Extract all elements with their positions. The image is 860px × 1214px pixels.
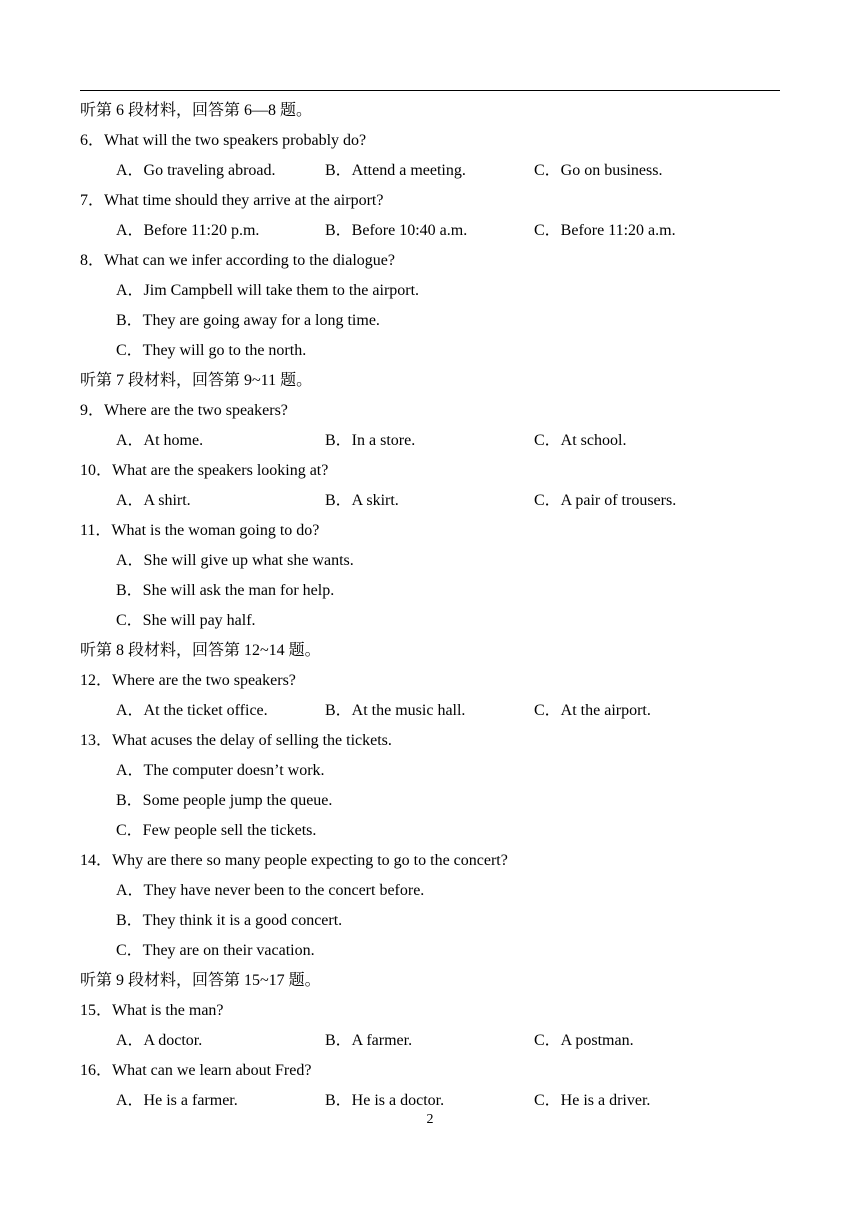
answer-option: B．She will ask the man for help.	[116, 582, 335, 599]
answer-option: A．Go traveling abroad.	[116, 162, 276, 179]
answer-option: A．At home.	[116, 432, 204, 449]
question-list	[80, 96, 780, 1116]
question-stem: 9．Where are the two speakers?	[80, 402, 288, 419]
question-stem: 15．What is the man?	[80, 1002, 224, 1019]
section-header: 听第 6 段材料，回答第 6—8 题。	[80, 102, 313, 119]
question-stem: 8．What can we infer according to the dialogue?	[80, 252, 395, 269]
options-row	[80, 426, 780, 456]
question-stem: 7．What time should they arrive at the airport?	[80, 192, 384, 209]
answer-option: A．He is a farmer.	[116, 1092, 238, 1109]
answer-option: C．At the airport.	[534, 702, 651, 719]
answer-option: A．She will give up what she wants.	[116, 552, 354, 569]
answer-option: C．He is a driver.	[534, 1092, 651, 1109]
question-stem: 12．Where are the two speakers?	[80, 672, 296, 689]
answer-option: A．The computer doesn’t work.	[116, 762, 325, 779]
answer-option: B．Attend a meeting.	[325, 162, 466, 179]
answer-option: B．They are going away for a long time.	[116, 312, 380, 329]
answer-option: C．Go on business.	[534, 162, 663, 179]
options-row	[80, 486, 780, 516]
question-stem: 13．What acuses the delay of selling the tickets.	[80, 732, 392, 749]
answer-option: C．A pair of trousers.	[534, 492, 677, 509]
answer-option: C．They will go to the north.	[116, 342, 307, 359]
section-header: 听第 8 段材料，回答第 12~14 题。	[80, 642, 321, 659]
answer-option: B．Before 10:40 a.m.	[325, 222, 468, 239]
options-row	[80, 1026, 780, 1056]
answer-option: B．He is a doctor.	[325, 1092, 445, 1109]
answer-option: B．Some people jump the queue.	[116, 792, 333, 809]
section-header: 听第 9 段材料，回答第 15~17 题。	[80, 972, 321, 989]
answer-option: C．A postman.	[534, 1032, 634, 1049]
answer-option: B．A skirt.	[325, 492, 399, 509]
question-stem: 11．What is the woman going to do?	[80, 522, 320, 539]
answer-option: A．A shirt.	[116, 492, 191, 509]
question-stem: 6．What will the two speakers probably do?	[80, 132, 367, 149]
answer-option: B．At the music hall.	[325, 702, 466, 719]
page-number: 2	[426, 1112, 434, 1127]
answer-option: A．They have never been to the concert before.	[116, 882, 425, 899]
answer-option: A．A doctor.	[116, 1032, 203, 1049]
section-header: 听第 7 段材料，回答第 9~11 题。	[80, 372, 313, 389]
header-rule	[80, 90, 780, 91]
answer-option: C．They are on their vacation.	[116, 942, 315, 959]
answer-option: A．Before 11:20 p.m.	[116, 222, 260, 239]
question-stem: 14．Why are there so many people expecting to go to the concert?	[80, 852, 508, 869]
options-row	[80, 216, 780, 246]
question-stem: 10．What are the speakers looking at?	[80, 462, 329, 479]
answer-option: B．A farmer.	[325, 1032, 413, 1049]
options-row	[80, 696, 780, 726]
answer-option: C．At school.	[534, 432, 627, 449]
answer-option: B．In a store.	[325, 432, 416, 449]
options-row	[80, 156, 780, 186]
answer-option: C．Before 11:20 a.m.	[534, 222, 676, 239]
answer-option: C．Few people sell the tickets.	[116, 822, 317, 839]
question-stem: 16．What can we learn about Fred?	[80, 1062, 312, 1079]
answer-option: B．They think it is a good concert.	[116, 912, 343, 929]
answer-option: A．Jim Campbell will take them to the airport.	[116, 282, 420, 299]
answer-option: C．She will pay half.	[116, 612, 256, 629]
answer-option: A．At the ticket office.	[116, 702, 268, 719]
